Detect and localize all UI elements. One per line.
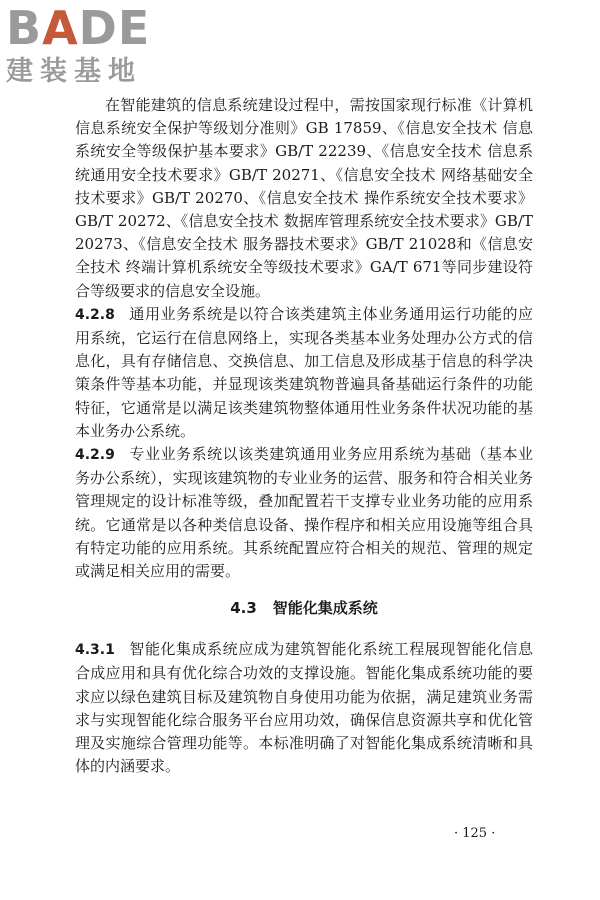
clause-4-2-9 bbox=[75, 443, 533, 583]
logo-brand: BADE bbox=[6, 1, 151, 55]
clause-number: 4.2.9 bbox=[75, 447, 115, 464]
section-heading bbox=[75, 597, 533, 618]
clause-number: 4.3.1 bbox=[75, 642, 115, 659]
clause-4-3-1 bbox=[75, 638, 533, 778]
paragraph-security-standards: 在智能建筑的信息系统建设过程中，需按国家现行标准《计算机信息系统安全保护等级划分准则》GB 17859、《信息安全技术 信息系统安全等级保护基本要求》GB/T 22239、《信息安全技术 信息系统通用安全技术要求》GB/T 20271、《信息安全技术 网络基础安全技术要求》GB/T 20270、《信息安全技术 操作系统安全技术要求》GB/T 20272、《信息安全技术 数据库管理系统安全技术要求》GB/T 20273、《信息安全技术 服务器技术要求》GB/T 21028和《信息安全技术 终端计算机系统安全等级技术要求》GA/T 671等同步建设符合等级要求的信息安全设施。 bbox=[75, 96, 533, 300]
logo-subtitle: 建装基地 bbox=[6, 56, 142, 87]
clause-text: 专业业务系统以该类建筑通用业务应用系统为基础（基本业务办公系统），实现该建筑物的专业业务的运营、服务和符合相关业务管理规定的设计标准等级，叠加配置若干支撑专业业务功能的应用系统。它通常是以各种类信息设备、操作程序和相关应用设施等组合具有特定功能的应用系统。其系统配置应符合相关的规范、管理的规定或满足相关应用的需要。 bbox=[75, 445, 533, 581]
page-number: · 125 · bbox=[454, 826, 496, 841]
clause-text: 智能化集成系统应成为建筑智能化系统工程展现智能化信息合成应用和具有优化综合功效的支撑设施。智能化集成系统功能的要求应以绿色建筑目标及建筑物自身使用功能为依据，满足建筑业务需求与实现智能化综合服务平台应用功效，确保信息资源共享和优化管理及实施综合管理功能等。本标准明确了对智能化集成系统清晰和具体的内涵要求。 bbox=[75, 640, 533, 776]
page-body bbox=[75, 94, 533, 778]
section-number: 4.3 bbox=[230, 599, 257, 618]
clause-text: 通用业务系统是以符合该类建筑主体业务通用运行功能的应用系统，它运行在信息网络上，实现各类基本业务处理办公方式的信息化，具有存储信息、交换信息、加工信息及形成基于信息的科学决策条件等基本功能，并显现该类建筑物普遍具备基础运行条件的功能特征，它通常是以满足该类建筑物整体通用性业务条件状况功能的基本业务办公系统。 bbox=[75, 304, 533, 440]
section-title: 智能化集成系统 bbox=[272, 599, 378, 618]
bade-logo-watermark bbox=[6, 1, 196, 94]
clause-number: 4.2.8 bbox=[75, 306, 115, 323]
clause-4-2-8 bbox=[75, 303, 533, 443]
